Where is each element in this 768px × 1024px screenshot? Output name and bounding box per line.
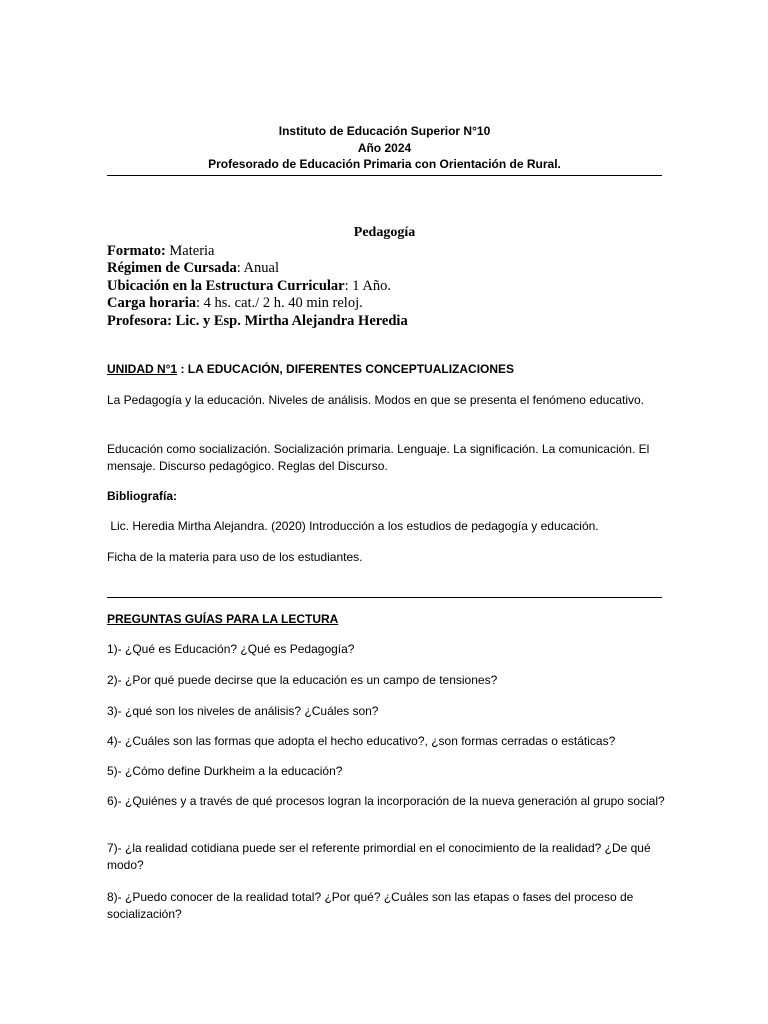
question-item: 4)- ¿Cuáles son las formas que adopta el hecho educativo?, ¿son formas cerradas o estáticas? [107,734,616,748]
question-item: 2)- ¿Por qué puede decirse que la educación es un campo de tensiones? [107,673,498,687]
field-value: : 4 hs. cat./ 2 h. 40 min reloj. [196,295,363,312]
field-value: Materia [165,243,215,259]
unit-number: UNIDAD N°1 [107,362,178,376]
field-value: : Anual [236,260,279,277]
unit-heading [107,362,514,376]
field-label: Formato: [107,243,166,259]
field-label: Régimen de Cursada [107,260,237,277]
bibliography-heading: Bibliografía: [107,489,178,503]
field-value: : 1 Año. [344,277,391,294]
bibliography-entry: Lic. Heredia Mirtha Alejandra. (2020) Introducción a los estudios de pedagogía y educación. [107,519,599,533]
field-carga-horaria [107,295,662,312]
header-divider [107,175,662,176]
field-label: Profesora: Lic. y Esp. Mirtha Alejandra Heredia [107,312,408,329]
subject-metadata [107,243,662,330]
question-item: 5)- ¿Cómo define Durkheim a la educación? [107,764,343,778]
unit-title: : LA EDUCACIÓN, DIFERENTES CONCEPTUALIZACIONES [177,362,515,376]
question-item: 7)- ¿la realidad cotidiana puede ser el referente primordial en el conocimiento de la realidad? ¿De qué modo? [107,841,651,872]
program-name: Profesorado de Educación Primaria con Orientación de Rural. [208,157,561,171]
questions-heading: PREGUNTAS GUÍAS PARA LA LECTURA [107,612,339,626]
field-label: Carga horaria [107,295,196,312]
field-format [107,243,662,260]
subject-title: Pedagogía [353,225,416,240]
academic-year: Año 2024 [357,140,412,155]
document-header [107,123,662,173]
content-paragraph-1: La Pedagogía y la educación. Niveles de análisis. Modos en que se presenta el fenómeno educativo. [107,393,645,407]
section-divider [107,597,662,598]
question-item: 6)- ¿Quiénes y a través de qué procesos logran la incorporación de la nueva generación al grupo social? [107,794,665,808]
field-profesora [107,313,662,330]
question-item: 8)- ¿Puedo conocer de la realidad total? ¿Por qué? ¿Cuáles son las etapas o fases del proceso de socialización? [107,890,634,921]
question-item: 1)- ¿Qué es Educación? ¿Qué es Pedagogía? [107,642,355,656]
field-ubicacion [107,278,662,295]
field-regimen [107,260,662,277]
content-paragraph-2: Educación como socialización. Socialización primaria. Lenguaje. La significación. La comunicación. El mensaje. Discurso pedagógico. Reglas del Discurso. [107,442,650,473]
institution-name: Instituto de Educación Superior N°10 [278,124,491,138]
bibliography-note: Ficha de la materia para uso de los estudiantes. [107,550,363,564]
field-label: Ubicación en la Estructura Curricular [107,277,345,294]
question-item: 3)- ¿qué son los niveles de análisis? ¿Cuáles son? [107,704,379,718]
